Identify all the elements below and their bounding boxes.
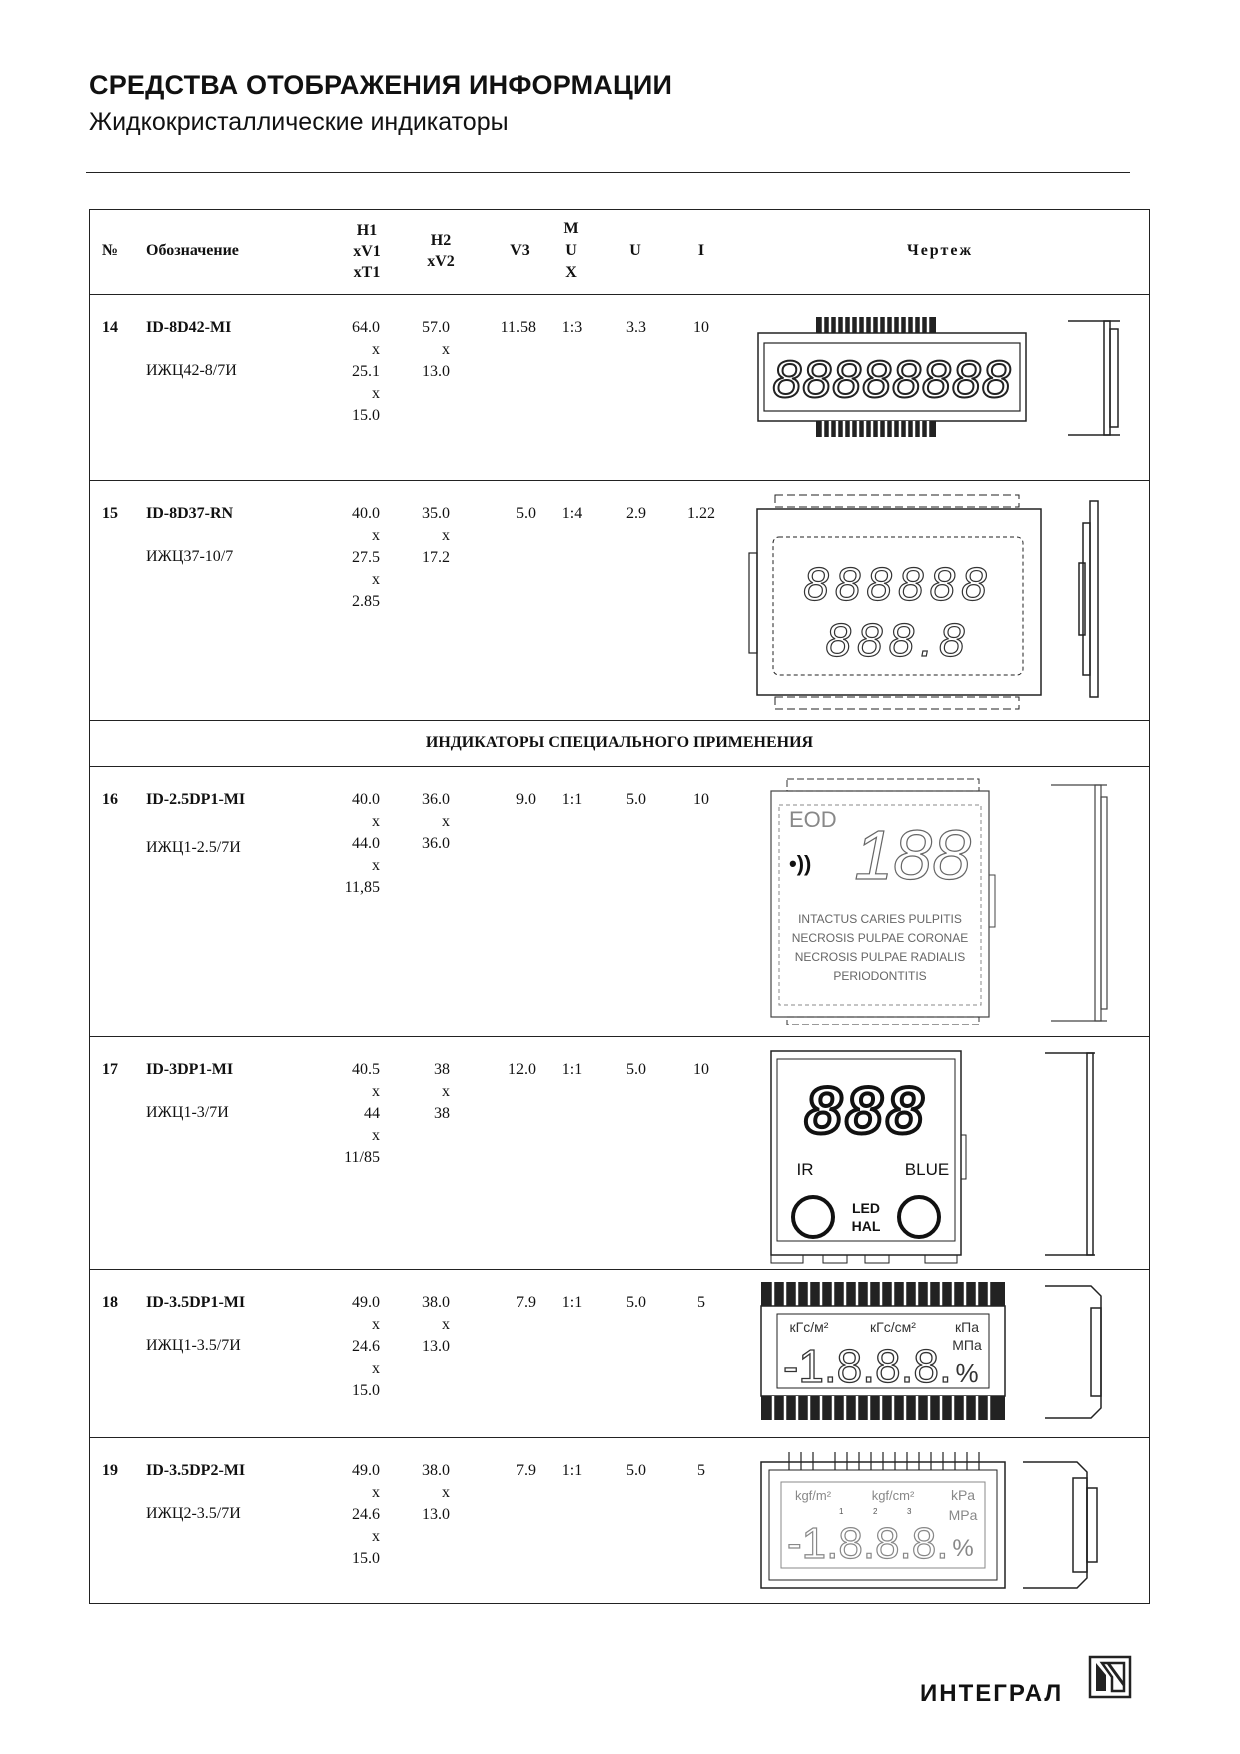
row-mux: 1:1: [561, 1061, 583, 1078]
row-num: 18: [102, 1294, 118, 1311]
side-view: [1079, 501, 1098, 697]
row-v3: 11.58: [500, 319, 536, 336]
row-dims1: 40.0 x 27.5 x 2.85: [352, 505, 380, 610]
row-u: 5.0: [626, 1294, 646, 1311]
row-v3: 7.9: [516, 1294, 536, 1311]
row-i: 10: [693, 1061, 709, 1078]
percent-sign: %: [952, 1535, 974, 1562]
lcd-digits: 888: [804, 1073, 928, 1147]
marker-1: 1: [839, 1507, 844, 1516]
row-code: ID-8D37-RN: [146, 505, 234, 522]
row-u: 2.9: [626, 505, 646, 522]
row-u: 5.0: [626, 1462, 646, 1479]
row-name: ИЖЦ2-3.5/7И: [146, 1505, 241, 1522]
pin-row-bottom: [816, 421, 936, 437]
col-h1-label: H1: [356, 222, 378, 239]
row-mux: 1:1: [561, 1462, 583, 1479]
row-u: 5.0: [626, 791, 646, 808]
row-num: 17: [102, 1061, 118, 1078]
table-row: [90, 295, 1149, 481]
side-view: [1023, 1462, 1097, 1588]
row-num: 15: [102, 505, 118, 522]
row-i: 10: [693, 791, 709, 808]
section-title: ИНДИКАТОРЫ СПЕЦИАЛЬНОГО ПРИМЕНЕНИЯ: [90, 721, 1149, 767]
row-i: 10: [693, 319, 709, 336]
col-v2-sub: V2: [435, 253, 455, 270]
row-code: ID-8D42-MI: [146, 319, 232, 336]
col-v3: V3: [510, 242, 530, 259]
row-dims2: 36.0 x 36.0: [422, 791, 450, 852]
lcd-value: -1.8.8.8.: [783, 1340, 952, 1392]
col-mux: [556, 218, 586, 284]
row-num: 16: [102, 791, 118, 808]
row-dims2: 35.0 x 17.2: [422, 505, 450, 566]
percent-sign: %: [955, 1358, 979, 1388]
lcd-value: -1.8.8.8.: [787, 1519, 949, 1568]
row-v3: 5.0: [516, 505, 536, 522]
col-mux-x: X: [565, 264, 577, 281]
marker-3: 3: [907, 1507, 912, 1516]
hal-label: HAL: [851, 1218, 881, 1234]
marker-2: 2: [873, 1507, 878, 1516]
row-i: 1.22: [687, 505, 715, 522]
unit-kgf-m2: kgf/m²: [794, 1488, 832, 1503]
table-row: [90, 1037, 1149, 1270]
col-v1-sub: V1: [361, 243, 381, 260]
table-header: [90, 210, 1149, 295]
unit-kgf-cm2: kgf/cm²: [871, 1488, 915, 1503]
label-line2: NECROSIS PULPAE CORONAE: [791, 931, 969, 945]
side-view: [1051, 785, 1107, 1021]
row-v3: 7.9: [516, 1462, 536, 1479]
col-h2-label: H2: [430, 232, 452, 249]
row-mux: 1:1: [561, 1294, 583, 1311]
drawing-18: [755, 1278, 1135, 1430]
col-v1-label: [342, 241, 392, 262]
row-name: ИЖЦ1-3.5/7И: [146, 1337, 241, 1354]
row-i: 5: [697, 1462, 705, 1479]
row-dims2: 38.0 x 13.0: [422, 1294, 450, 1355]
col-x-label: x: [427, 253, 436, 270]
row-mux: 1:4: [561, 505, 583, 522]
drawing-19: [755, 1448, 1135, 1598]
row-v3: 12.0: [508, 1061, 536, 1078]
row-num: 19: [102, 1462, 118, 1479]
brand-logo-icon: [1088, 1655, 1132, 1699]
row-name: ИЖЦ1-2.5/7И: [146, 839, 241, 856]
lcd-digits: 88888888: [772, 351, 1012, 409]
drawing-16: [765, 775, 1140, 1025]
col-t1-label: [342, 262, 392, 283]
brand-name: ИНТЕГРАЛ: [920, 1680, 1064, 1707]
lcd-digits: 188: [854, 816, 971, 894]
row-v3: 9.0: [516, 791, 536, 808]
row-code: ID-2.5DP1-MI: [146, 791, 246, 808]
unit-kpa: кПа: [955, 1319, 979, 1335]
label-line3: NECROSIS PULPAE RADIALIS: [794, 950, 966, 964]
row-i: 5: [697, 1294, 705, 1311]
row-dims1: 49.0 x 24.6 x 15.0: [352, 1462, 380, 1567]
row-dims1: 40.0 x 44.0 x 11,85: [344, 791, 380, 896]
indicator-table: [89, 209, 1150, 1604]
row-mux: 1:3: [561, 319, 583, 336]
col-name: Обозначение: [146, 242, 239, 259]
unit-kgs-cm2: кГс/см²: [870, 1319, 916, 1335]
pin-row-top: [816, 317, 936, 333]
signal-icon: •)): [789, 851, 812, 876]
unit-mpa: МПа: [952, 1337, 982, 1353]
row-name: ИЖЦ1-3/7И: [146, 1104, 229, 1121]
row-code: ID-3.5DP1-MI: [146, 1294, 246, 1311]
row-num: 14: [102, 319, 118, 336]
drawing-15: [745, 493, 1125, 713]
col-x-label: x: [353, 264, 362, 281]
side-view: [1045, 1053, 1095, 1255]
lcd-line2: 888.8: [825, 614, 971, 666]
table-row: [90, 481, 1149, 721]
table-row: [90, 1438, 1149, 1605]
label-line1: INTACTUS CARIES PULPITIS: [798, 912, 962, 926]
led-label: LED: [852, 1200, 880, 1216]
col-mux-u: U: [565, 242, 577, 259]
table-row: [90, 767, 1149, 1037]
col-x-label: x: [353, 243, 362, 260]
col-t1-sub: T1: [361, 264, 381, 281]
col-v2-label: [416, 251, 466, 272]
col-i: I: [697, 242, 705, 259]
side-view: [1045, 1286, 1101, 1418]
row-dims2: 38.0 x 13.0: [422, 1462, 450, 1523]
header-divider: [86, 172, 1130, 173]
col-u: U: [629, 242, 641, 259]
col-h1: [342, 220, 392, 283]
unit-mpa: MPa: [948, 1507, 978, 1523]
row-dims2: 38 x 38: [434, 1061, 450, 1122]
row-code: ID-3DP1-MI: [146, 1061, 234, 1078]
row-dims1: 40.5 x 44 x 11/85: [344, 1061, 380, 1166]
table-row: [90, 1270, 1149, 1438]
ir-label: IR: [796, 1160, 814, 1179]
col-h2: [416, 230, 466, 272]
row-u: 5.0: [626, 1061, 646, 1078]
row-name: ИЖЦ37-10/7: [146, 548, 234, 565]
page-subtitle: Жидкокристаллические индикаторы: [89, 108, 509, 136]
eod-label: EOD: [789, 807, 837, 832]
drawing-17: [765, 1045, 1140, 1265]
blue-label: BLUE: [904, 1160, 950, 1179]
ir-circle-icon: [793, 1197, 833, 1237]
row-u: 3.3: [626, 319, 646, 336]
col-mux-m: M: [563, 220, 579, 237]
row-name: ИЖЦ42-8/7И: [146, 362, 237, 379]
col-num: №: [102, 242, 119, 259]
row-mux: 1:1: [561, 791, 583, 808]
label-line4: PERIODONTITIS: [833, 969, 927, 983]
row-dims1: 64.0 x 25.1 x 15.0: [352, 319, 380, 424]
drawing-14: [750, 315, 1120, 445]
lcd-line1: 888888: [803, 558, 993, 610]
row-dims1: 49.0 x 24.6 x 15.0: [352, 1294, 380, 1399]
side-view: [1068, 321, 1120, 435]
page-title: СРЕДСТВА ОТОБРАЖЕНИЯ ИНФОРМАЦИИ: [89, 70, 673, 100]
unit-kgs-m2: кГс/м²: [789, 1319, 829, 1335]
row-code: ID-3.5DP2-MI: [146, 1462, 246, 1479]
col-drawing: Чертеж: [906, 242, 974, 259]
unit-kpa: kPa: [950, 1487, 976, 1503]
blue-circle-icon: [899, 1197, 939, 1237]
row-dims2: 57.0 x 13.0: [422, 319, 450, 380]
